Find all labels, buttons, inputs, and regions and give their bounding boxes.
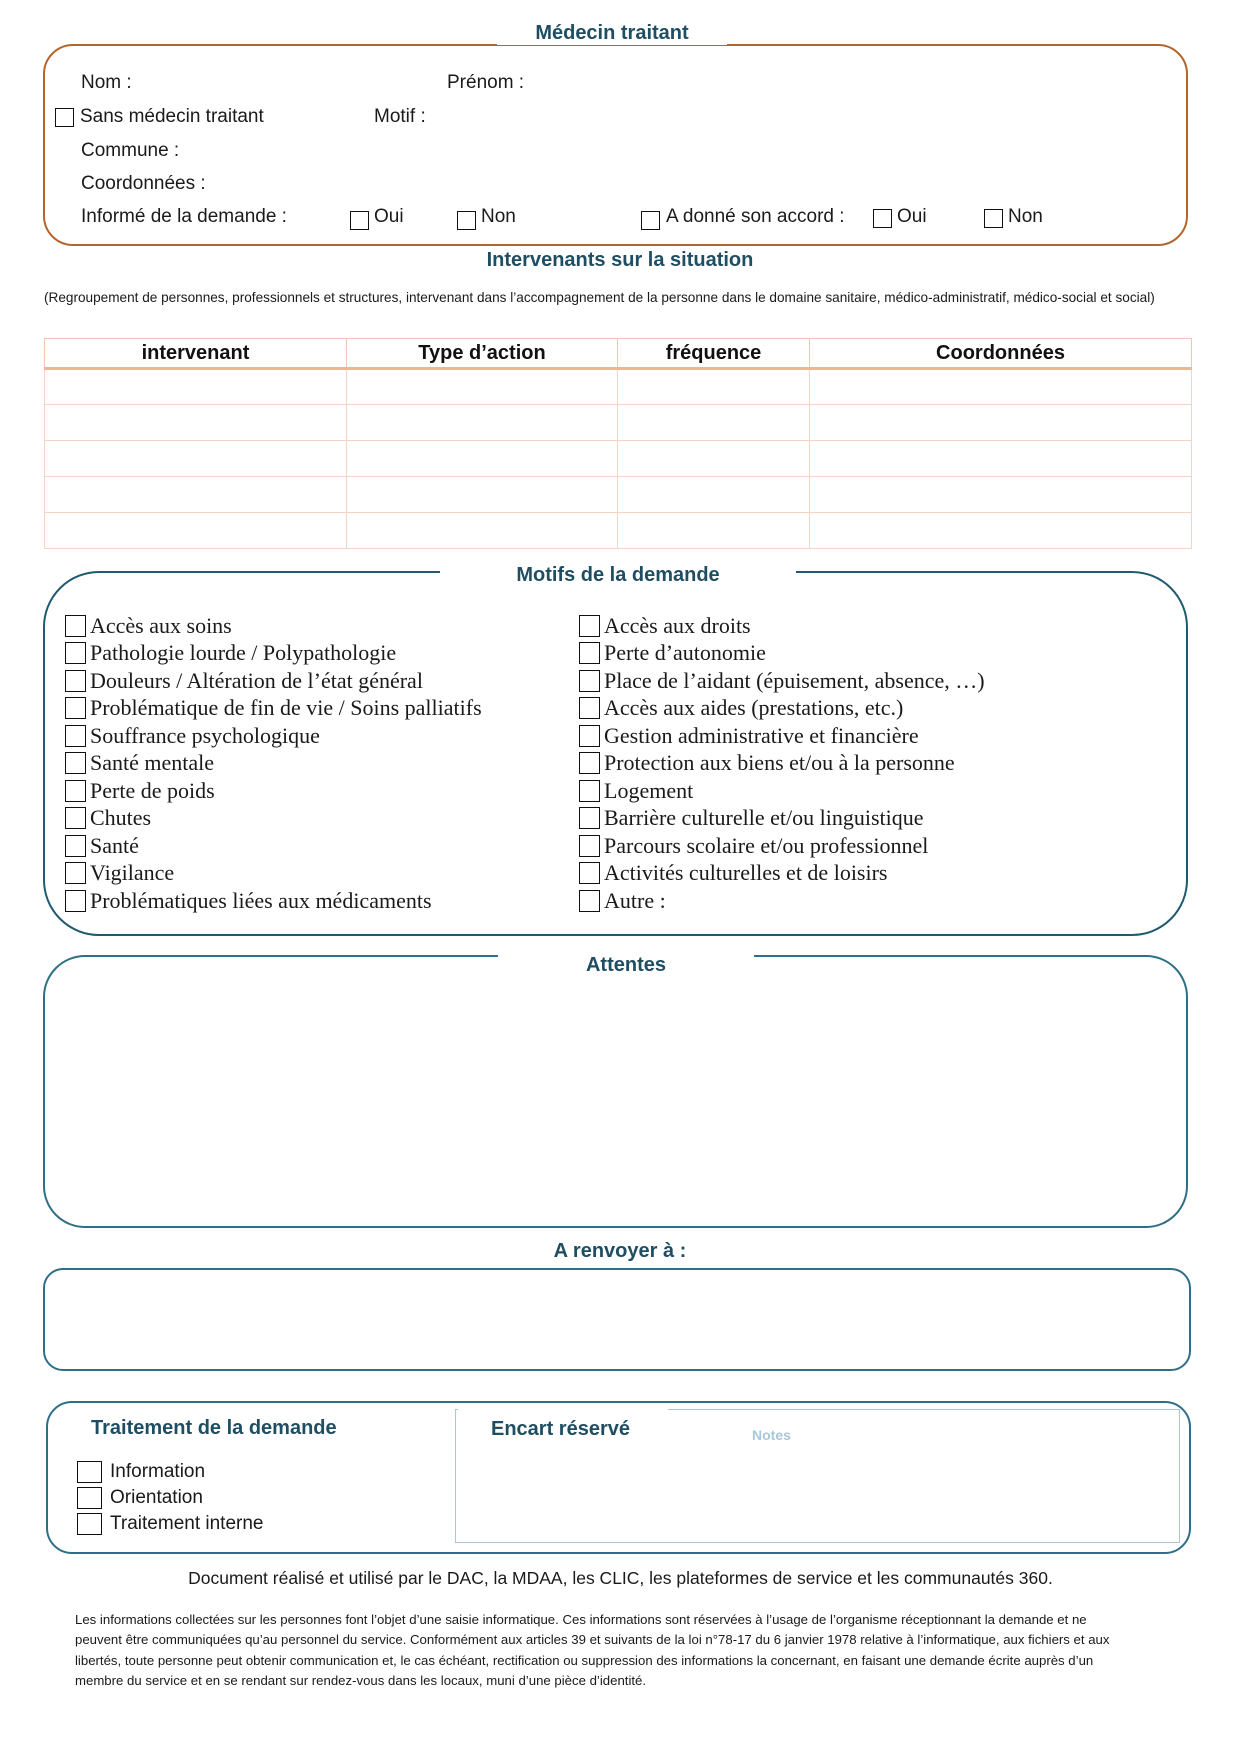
- notes-placeholder: Notes: [752, 1427, 791, 1443]
- motif-label: Accès aux aides (prestations, etc.): [604, 695, 904, 721]
- motif-label: Vigilance: [90, 860, 175, 886]
- table-cell[interactable]: [618, 369, 810, 405]
- motif-label: Barrière culturelle et/ou linguistique: [604, 805, 924, 831]
- table-cell[interactable]: [45, 441, 347, 477]
- table-cell[interactable]: [810, 369, 1192, 405]
- column-header: Coordonnées: [810, 339, 1192, 369]
- column-header: fréquence: [618, 339, 810, 369]
- traitement-label: Orientation: [110, 1487, 203, 1508]
- accord-non-checkbox[interactable]: [984, 209, 1003, 228]
- checkbox[interactable]: [77, 1513, 102, 1535]
- motif-label: Perte d’autonomie: [604, 640, 766, 666]
- nom-label: Nom :: [81, 72, 132, 93]
- checkbox[interactable]: [65, 862, 86, 884]
- commune-label: Commune :: [81, 140, 180, 161]
- motif-label: Accès aux soins: [90, 612, 232, 638]
- table-row: [45, 513, 1192, 549]
- list-item[interactable]: [579, 640, 985, 668]
- checkbox[interactable]: [579, 697, 600, 719]
- accord-checkbox[interactable]: [641, 211, 660, 230]
- list-item[interactable]: [579, 612, 985, 640]
- table-cell[interactable]: [347, 513, 618, 549]
- list-item[interactable]: [579, 722, 985, 750]
- list-item[interactable]: [65, 805, 482, 833]
- checkbox[interactable]: [579, 642, 600, 664]
- checkbox[interactable]: [65, 670, 86, 692]
- motif-label: Santé mentale: [90, 750, 215, 776]
- list-item[interactable]: [579, 777, 985, 805]
- checkbox[interactable]: [579, 835, 600, 857]
- table-row: [45, 405, 1192, 441]
- list-item[interactable]: [579, 832, 985, 860]
- checkbox[interactable]: [579, 752, 600, 774]
- checkbox[interactable]: [77, 1461, 102, 1483]
- checkbox[interactable]: [579, 890, 600, 912]
- list-item[interactable]: [579, 805, 985, 833]
- encart-title: Encart réservé: [491, 1418, 630, 1440]
- table-header-row: [45, 339, 1192, 369]
- checkbox[interactable]: [65, 890, 86, 912]
- table-row: [45, 477, 1192, 513]
- list-item[interactable]: [77, 1461, 205, 1483]
- checkbox[interactable]: [65, 807, 86, 829]
- motif-label: Pathologie lourde / Polypathologie: [90, 640, 397, 666]
- list-item[interactable]: [65, 860, 482, 888]
- intervenants-table: [44, 338, 1192, 549]
- checkbox[interactable]: [579, 725, 600, 747]
- motif-label: Douleurs / Altération de l’état général: [90, 667, 423, 693]
- table-row: [45, 369, 1192, 405]
- table-cell[interactable]: [618, 441, 810, 477]
- intervenants-title: Intervenants sur la situation: [440, 249, 800, 272]
- table-cell[interactable]: [618, 405, 810, 441]
- list-item[interactable]: [77, 1513, 263, 1535]
- informe-oui-label: Oui: [374, 206, 404, 227]
- list-item[interactable]: [65, 777, 482, 805]
- table-cell[interactable]: [45, 477, 347, 513]
- table-cell[interactable]: [45, 369, 347, 405]
- list-item[interactable]: [579, 667, 985, 695]
- attentes-section[interactable]: [43, 955, 1188, 1228]
- informe-non-checkbox[interactable]: [457, 211, 476, 230]
- traitement-label: Traitement interne: [110, 1513, 264, 1534]
- list-item[interactable]: [65, 695, 482, 723]
- motif-label: Activités culturelles et de loisirs: [604, 860, 888, 886]
- table-cell[interactable]: [810, 441, 1192, 477]
- list-item[interactable]: [65, 612, 482, 640]
- motif-label: Gestion administrative et financière: [604, 722, 919, 748]
- table-cell[interactable]: [347, 405, 618, 441]
- medecin-traitant-title: Médecin traitant: [497, 22, 727, 45]
- checkbox[interactable]: [65, 835, 86, 857]
- renvoyer-section[interactable]: [43, 1268, 1191, 1371]
- table-cell[interactable]: [45, 513, 347, 549]
- list-item[interactable]: [65, 640, 482, 668]
- list-item[interactable]: [579, 695, 985, 723]
- list-item[interactable]: [65, 832, 482, 860]
- column-header: Type d’action: [347, 339, 618, 369]
- list-item[interactable]: [77, 1487, 203, 1509]
- sans-medecin-checkbox[interactable]: [55, 108, 74, 127]
- attentes-title: Attentes: [498, 954, 754, 977]
- informe-oui-checkbox[interactable]: [350, 211, 369, 230]
- list-item[interactable]: [65, 887, 482, 915]
- list-item[interactable]: [579, 750, 985, 778]
- motif-label: Problématiques liées aux médicaments: [90, 887, 432, 913]
- motif-label: Problématique de fin de vie / Soins palliatifs: [90, 695, 482, 721]
- traitement-label: Information: [110, 1461, 206, 1482]
- list-item[interactable]: [65, 667, 482, 695]
- motif-label: Parcours scolaire et/ou professionnel: [604, 832, 929, 858]
- motif-label: Place de l’aidant (épuisement, absence, …): [604, 667, 985, 693]
- motif-label: Logement: [604, 777, 694, 803]
- checkbox[interactable]: [579, 807, 600, 829]
- table-cell[interactable]: [810, 477, 1192, 513]
- renvoyer-title: A renvoyer à :: [520, 1240, 720, 1263]
- motif-label: Accès aux droits: [604, 612, 751, 638]
- informe-non-label: Non: [481, 206, 516, 227]
- table-row: [45, 441, 1192, 477]
- accord-non-label: Non: [1008, 206, 1043, 227]
- checkbox[interactable]: [65, 780, 86, 802]
- table-cell[interactable]: [618, 477, 810, 513]
- sans-medecin-label: Sans médecin traitant: [80, 106, 264, 127]
- accord-oui-checkbox[interactable]: [873, 209, 892, 228]
- footer-credit: Document réalisé et utilisé par le DAC, la MDAA, les CLIC, les plateformes de service et les communautés 360.: [188, 1568, 1053, 1588]
- checkbox[interactable]: [65, 752, 86, 774]
- traitement-title: Traitement de la demande: [91, 1417, 337, 1439]
- list-item[interactable]: [579, 860, 985, 888]
- motifs-title: Motifs de la demande: [440, 564, 796, 587]
- list-item[interactable]: [65, 722, 482, 750]
- motif-label: Autre :: [604, 887, 666, 913]
- motif-label: Perte de poids: [90, 777, 215, 803]
- checkbox[interactable]: [65, 615, 86, 637]
- coordonnees-label: Coordonnées :: [81, 173, 206, 194]
- prenom-label: Prénom :: [447, 72, 525, 93]
- checkbox[interactable]: [579, 862, 600, 884]
- table-cell[interactable]: [45, 405, 347, 441]
- motif-label: Protection aux biens et/ou à la personne: [604, 750, 955, 776]
- intervenants-subtitle: (Regroupement de personnes, professionnels et structures, intervenant dans l’accompagnement de la personne dans le domaine sanitaire, médico-administratif, médico-social et social): [44, 290, 1155, 305]
- checkbox[interactable]: [65, 642, 86, 664]
- list-item[interactable]: [65, 750, 482, 778]
- motif-label: Motif :: [374, 106, 426, 127]
- checkbox[interactable]: [77, 1487, 102, 1509]
- motif-label: Souffrance psychologique: [90, 722, 320, 748]
- table-cell[interactable]: [347, 477, 618, 513]
- checkbox[interactable]: [579, 615, 600, 637]
- accord-label: A donné son accord :: [666, 206, 845, 227]
- table-cell[interactable]: [810, 513, 1192, 549]
- checkbox[interactable]: [579, 670, 600, 692]
- table-cell[interactable]: [347, 369, 618, 405]
- column-header: intervenant: [45, 339, 347, 369]
- checkbox[interactable]: [65, 725, 86, 747]
- checkbox[interactable]: [65, 697, 86, 719]
- table-cell[interactable]: [618, 513, 810, 549]
- table-cell[interactable]: [810, 405, 1192, 441]
- checkbox[interactable]: [579, 780, 600, 802]
- motif-label: Chutes: [90, 805, 152, 831]
- footer-legal: Les informations collectées sur les personnes font l’objet d’une saisie informatique. Ces informations sont réservées à l’usage de l’organisme réceptionnant la demande et ne peuvent être communiquées qu’au personnel du service. Conformément aux articles 39 et suivants de la loi n°78-17 du 6 janvier 1978 relative à l’informatique, aux fichiers et aux libertés, toute personne peut obtenir communication et, le cas échéant, rectification ou suppression des informations la concernant, en faisant une demande écrite auprès d’un membre du service et en se rendant sur rendez-vous dans les locaux, muni d’une pièce d’identité.: [75, 1612, 1110, 1688]
- informe-label: Informé de la demande :: [81, 206, 287, 227]
- table-cell[interactable]: [347, 441, 618, 477]
- motifs-right-list: [579, 612, 985, 915]
- accord-oui-label: Oui: [897, 206, 927, 227]
- motif-label: Santé: [90, 832, 139, 858]
- list-item[interactable]: [579, 887, 985, 915]
- motifs-left-list: [65, 612, 482, 915]
